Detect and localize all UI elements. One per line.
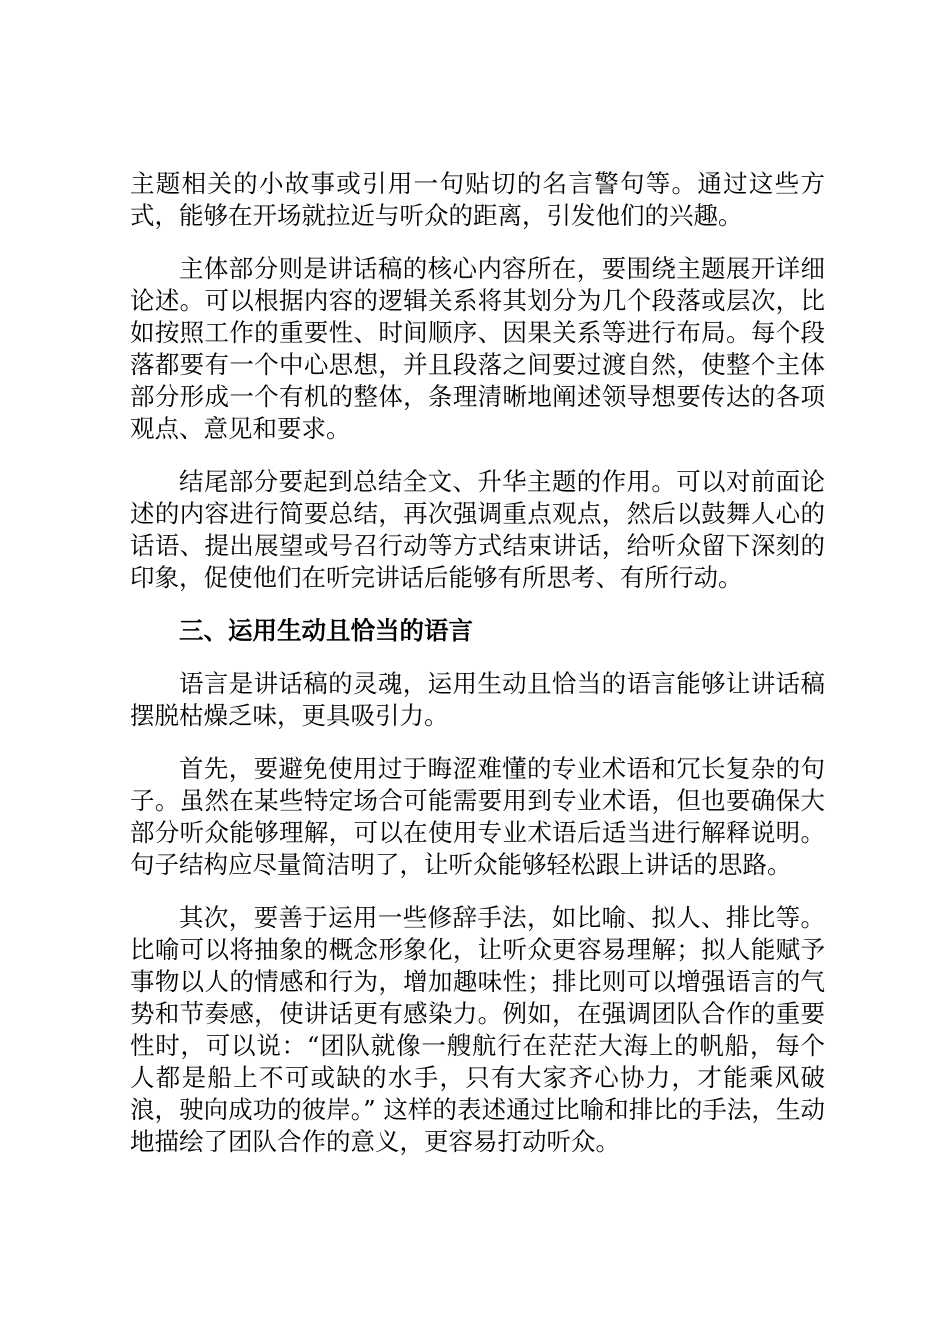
paragraph-language-intro: 语言是讲话稿的灵魂，运用生动且恰当的语言能够让讲话稿摆脱枯燥乏味，更具吸引力。: [130, 669, 825, 730]
paragraph-second-point: 其次，要善于运用一些修辞手法，如比喻、拟人、排比等。比喻可以将抽象的概念形象化，让听众更容易理解；拟人能赋予事物以人的情感和行为，增加趣味性；排比则可以增强语言的气势和节奏感，使讲话更有感染力。例如，在强调团队合作的重要性时，可以说：“团队就像一艘航行在茫茫大海上的帆船，每个人都是船上不可或缺的水手，只有大家齐心协力，才能乘风破浪，驶向成功的彼岸。” 这样的表述通过比喻和排比的手法，生动地描绘了团队合作的意义，更容易打动听众。: [130, 903, 825, 1156]
paragraph-body-structure: 主体部分则是讲话稿的核心内容所在，要围绕主题展开详细论述。可以根据内容的逻辑关系将其划分为几个段落或层次，比如按照工作的重要性、时间顺序、因果关系等进行布局。每个段落都要有一个中心思想，并且段落之间要过渡自然，使整个主体部分形成一个有机的整体，条理清晰地阐述领导想要传达的各项观点、意见和要求。: [130, 254, 825, 443]
section-heading: 三、运用生动且恰当的语言: [179, 616, 473, 645]
paragraph-continuation: 主题相关的小故事或引用一句贴切的名言警句等。通过这些方式，能够在开场就拉近与听众的距离，引发他们的兴趣。: [130, 169, 825, 230]
document-page: [130, 168, 825, 1179]
paragraph-conclusion-structure: 结尾部分要起到总结全文、升华主题的作用。可以对前面论述的内容进行简要总结，再次强调重点观点，然后以鼓舞人心的话语、提出展望或号召行动等方式结束讲话，给听众留下深刻的印象，促使他们在听完讲话后能够有所思考、有所行动。: [130, 467, 825, 592]
paragraph-first-point: 首先，要避免使用过于晦涩难懂的专业术语和冗长复杂的句子。虽然在某些特定场合可能需要用到专业术语，但也要确保大部分听众能够理解，可以在使用专业术语后适当进行解释说明。句子结构应尽量简洁明了，让听众能够轻松跟上讲话的思路。: [130, 754, 825, 879]
